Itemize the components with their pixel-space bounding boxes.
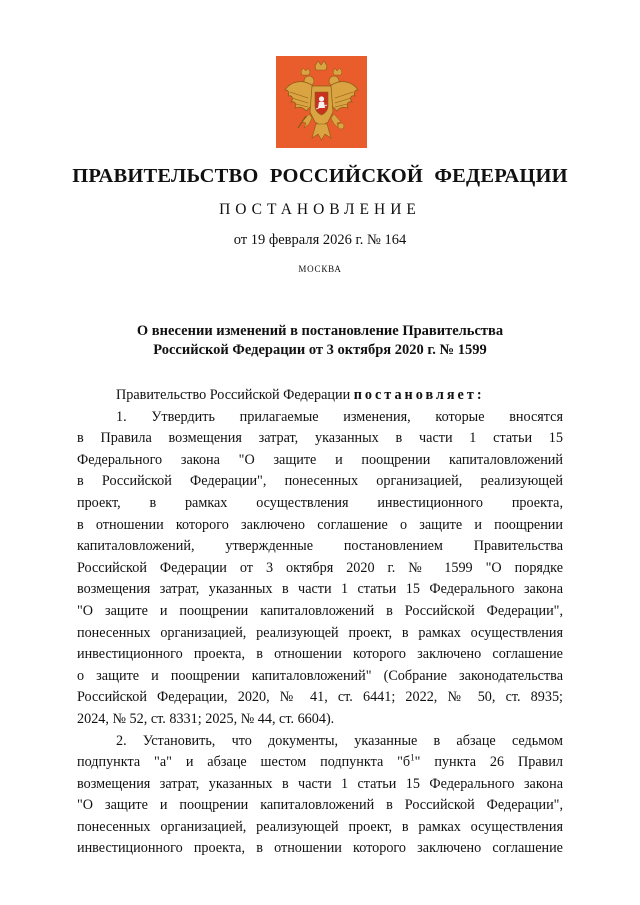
government-title: ПРАВИТЕЛЬСТВО РОССИЙСКОЙ ФЕДЕРАЦИИ — [72, 165, 568, 187]
paragraph-line: инвестиционного проекта, в отношении которого заключено соглашение — [77, 646, 563, 663]
document-subject — [0, 322, 640, 360]
paragraph-line: в отношении которого заключено соглашение о защите и поощрении — [77, 516, 563, 533]
paragraph-line: проект, в рамках осуществления инвестиционного проекта, — [77, 494, 563, 511]
paragraph-line: о защите и поощрении капиталовложений" (Собрание законодательства — [77, 667, 563, 684]
paragraph-line: возмещения затрат, указанных в части 1 статьи 15 Федерального закона — [77, 775, 563, 792]
paragraph-line: "О защите и поощрении капиталовложений в Российской Федерации", — [77, 602, 563, 619]
preamble-decree: постановляет: — [353, 387, 485, 403]
subject-line: Российской Федерации от 3 октября 2020 г. № 1599 — [153, 342, 487, 358]
paragraph-line: 2024, № 52, ст. 8331; 2025, № 44, ст. 6604). — [77, 710, 335, 727]
preamble-text: Правительство Российской Федерации — [116, 387, 354, 403]
superscript: 1 — [410, 752, 415, 763]
document-city: МОСКВА — [298, 264, 342, 274]
paragraph-line: капиталовложений, утвержденные постановлением Правительства — [77, 538, 563, 555]
paragraph-line: в Правила возмещения затрат, указанных в части 1 статьи 15 — [77, 430, 563, 447]
paragraph-line: "О защите и поощрении капиталовложений в Российской Федерации", — [77, 797, 563, 814]
document-body — [77, 385, 563, 860]
paragraph-line: Российской Федерации, 2020, № 41, ст. 6441; 2022, № 50, ст. 8935; — [77, 689, 563, 706]
paragraph-line: в Российской Федерации", понесенных организацией, реализующей — [77, 473, 563, 490]
paragraph-line: 2. Установить, что документы, указанные в абзаце седьмом — [116, 732, 563, 749]
paragraph-line: Федерального закона "О защите и поощрении капиталовложений — [77, 451, 563, 468]
paragraph-line: 1. Утвердить прилагаемые изменения, которые вносятся — [116, 408, 563, 425]
document-date-number: от 19 февраля 2026 г. № 164 — [233, 232, 407, 248]
paragraph-line: инвестиционного проекта, в отношении которого заключено соглашение — [77, 840, 563, 857]
paragraph-line: понесенных организацией, реализующей проект, в рамках осуществления — [77, 624, 563, 641]
document-kind: ПОСТАНОВЛЕНИЕ — [219, 201, 421, 218]
text-fragment: подпункта "а" и абзаце шестом подпункта "б — [77, 754, 411, 771]
paragraph-line: Российской Федерации от 3 октября 2020 г. № 1599 "О порядке — [77, 559, 563, 576]
text-fragment: " пункта 26 Правил — [414, 754, 563, 771]
paragraph-line: понесенных организацией, реализующей проект, в рамках осуществления — [77, 818, 563, 835]
paragraph-line — [77, 752, 563, 774]
paragraph-line: возмещения затрат, указанных в части 1 статьи 15 Федерального закона — [77, 581, 563, 598]
subject-line: О внесении изменений в постановление Правительства — [136, 323, 504, 339]
preamble — [77, 385, 563, 407]
russian-coat-of-arms-icon — [276, 56, 367, 148]
